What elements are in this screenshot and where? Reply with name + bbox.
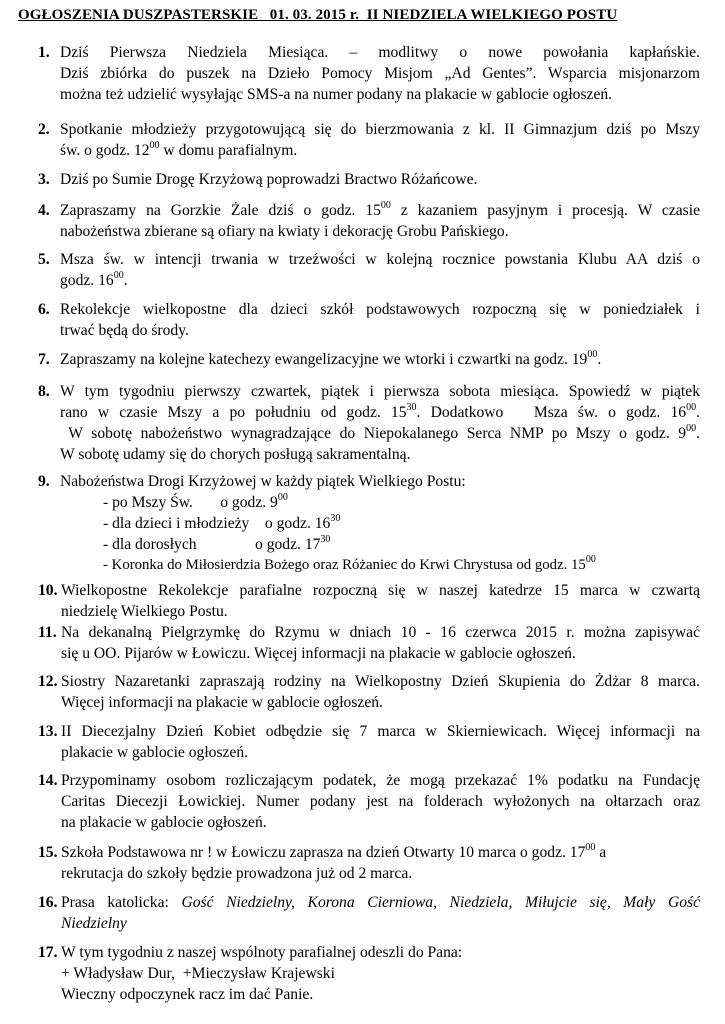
item-line: św. o godz. $12^{00}$ w domu parafialnym. xyxy=(60,139,298,159)
list-item xyxy=(38,299,700,341)
item-number: 1. xyxy=(38,44,50,61)
item-line: Prasa katolicka: Gość Niedzielny, Korona Cierniowa, Niedziela, Miłujcie się, Mały Gość xyxy=(61,894,700,911)
item-line: niedzielę Wielkiego Postu. xyxy=(61,603,228,620)
list-item xyxy=(38,119,700,161)
list-item xyxy=(38,892,700,934)
item-number: 15. xyxy=(38,844,58,861)
list-item xyxy=(38,671,700,713)
item-line: Nabożeństwa Drogi Krzyżowej w każdy piątek Wielkiego Postu: xyxy=(60,473,466,490)
item-number: 13. xyxy=(38,723,58,740)
item-number: 17. xyxy=(38,944,58,961)
list-item xyxy=(38,42,700,105)
item-line: trwać będą do środy. xyxy=(60,322,189,339)
item-number: 10. xyxy=(38,582,58,599)
item-line: Dziś Pierwsza Niedziela Miesiąca. – modlitwy o nowe powołania kapłańskie. xyxy=(60,44,700,61)
list-item xyxy=(38,842,700,884)
sub-item: - po Mszy Św. o godz. $9^{00}$ xyxy=(103,491,288,511)
item-line: Caritas Diecezji Łowickiej. Numer podany jest na folderach wyłożonych na ołtarzach oraz xyxy=(61,793,700,810)
item-line: + Władysław Dur, +Mieczysław Krajewski xyxy=(61,965,335,982)
item-number: 2. xyxy=(38,121,50,138)
item-line: Dziś zbiórka do puszek na Dzieło Pomocy Misjom „Ad Gentes”. Wsparcia misjonarzom xyxy=(60,65,700,82)
item-line: Zapraszamy na kolejne katechezy ewangelizacyjne we wtorki i czwartki na godz. $19^{00}$. xyxy=(60,348,602,368)
item-number: 9. xyxy=(38,473,50,490)
sub-item: - dla dzieci i młodzieży o godz. $16^{30}$ xyxy=(103,512,341,532)
list-item xyxy=(38,942,700,1005)
list-item xyxy=(38,770,700,833)
list-item xyxy=(38,249,700,291)
item-number: 11. xyxy=(38,624,57,641)
item-line: II Diecezjalny Dzień Kobiet odbędzie się 7 marca w Skierniewicach. Więcej informacji na xyxy=(61,723,700,740)
item-number: 16. xyxy=(38,894,58,911)
item-number: 8. xyxy=(38,383,50,400)
item-line: na plakacie w gablocie ogłoszeń. xyxy=(61,814,267,831)
item-line: Msza św. w intencji trwania w trzeźwości w kolejną rocznice powstania Klubu AA dziś o xyxy=(60,251,700,268)
item-number: 3. xyxy=(38,171,50,188)
item-line: Siostry Nazaretanki zapraszają rodziny na Wielkopostny Dzień Skupienia do Żdżar 8 marca. xyxy=(61,673,700,690)
item-line: W sobotę udamy się do chorych posługą sakramentalną. xyxy=(60,446,411,463)
item-line: Spotkanie młodzieży przygotowującą się do bierzmowania z kl. II Gimnazjum dziś po Mszy xyxy=(60,121,700,138)
item-line: W tym tygodniu pierwszy czwartek, piątek i pierwsza sobota miesiąca. Spowiedź w piątek xyxy=(60,383,700,400)
item-number: 12. xyxy=(38,673,58,690)
item-line: Wieczny odpoczynek racz im dać Panie. xyxy=(61,986,314,1003)
item-number: 6. xyxy=(38,301,50,318)
item-number: 14. xyxy=(38,772,58,789)
item-line: można też udzielić wysyłając SMS-a na numer podany na plakacie w gablocie ogłoszeń. xyxy=(60,86,613,103)
item-line: Na dekanalną Pielgrzymkę do Rzymu w dniach 10 - 16 czerwca 2015 r. można zapisywać xyxy=(61,624,700,641)
page-title: OGŁOSZENIA DUSZPASTERSKIE 01. 03. 2015 r. II NIEDZIELA WIELKIEGO POSTU xyxy=(18,7,618,23)
item-line: Zapraszamy na Gorzkie Żale dziś o godz. $15^{00}$ z kazaniem pasyjnym i procesją. W czasie xyxy=(60,199,700,219)
list-item xyxy=(38,381,700,465)
list-item xyxy=(38,580,700,622)
list-item xyxy=(38,622,700,664)
item-line: nabożeństwa zbierane są ofiary na kwiaty i dekorację Grobu Pańskiego. xyxy=(60,223,509,240)
item-line: godz. $16^{00}$. xyxy=(60,269,128,289)
list-item xyxy=(38,169,700,190)
item-line: Więcej informacji na plakacie w gablocie ogłoszeń. xyxy=(61,694,383,711)
item-line: Przypominamy osobom rozliczającym podatek, że mogą przekazać 1% podatku na Fundację xyxy=(61,772,700,789)
item-line: Dziś po Sumie Drogę Krzyżową poprowadzi Bractwo Różańcowe. xyxy=(60,171,478,188)
item-line: Rekolekcje wielkopostne dla dzieci szkół podstawowych rozpoczną się w poniedziałek i xyxy=(60,301,700,318)
item-number: 4. xyxy=(38,202,50,219)
item-line: W tym tygodniu z naszej wspólnoty parafialnej odeszli do Pana: xyxy=(61,944,463,961)
list-item xyxy=(38,349,700,370)
item-line: Szkoła Podstawowa nr ! w Łowiczu zaprasza na dzień Otwarty 10 marca o godz. $17^{00}$ a xyxy=(61,841,607,861)
item-line: rekrutacja do szkoły będzie prowadzona już od 2 marca. xyxy=(61,865,413,882)
item-number: 7. xyxy=(38,351,50,368)
item-line: Niedzielny xyxy=(61,915,127,932)
list-item xyxy=(38,471,700,576)
item-line: Wielkopostne Rekolekcje parafialne rozpoczną się w naszej katedrze 15 marca w czwartą xyxy=(61,582,700,599)
list-item xyxy=(38,721,700,763)
item-line: rano w czasie Mszy a po południu od godz. $15^{30}$. Dodatkowo Msza św. o godz. $16^{00}$. xyxy=(60,401,700,421)
item-line: W sobotę nabożeństwo wynagradzające do Niepokalanego Serca NMP po Mszy o godz. $9^{00}$. xyxy=(60,422,700,442)
item-line: plakacie w gablocie ogłoszeń. xyxy=(61,744,249,761)
sub-item: - Koronka do Miłosierdzia Bożego oraz Różaniec do Krwi Chrystusa od godz. $15^{00}$ xyxy=(103,554,596,573)
item-line: się u OO. Pijarów w Łowiczu. Więcej informacji na plakacie w gablocie ogłoszeń. xyxy=(61,645,576,662)
list-item xyxy=(38,200,700,242)
sub-item: - dla dorosłych o godz. $17^{30}$ xyxy=(103,533,331,553)
item-number: 5. xyxy=(38,251,50,268)
